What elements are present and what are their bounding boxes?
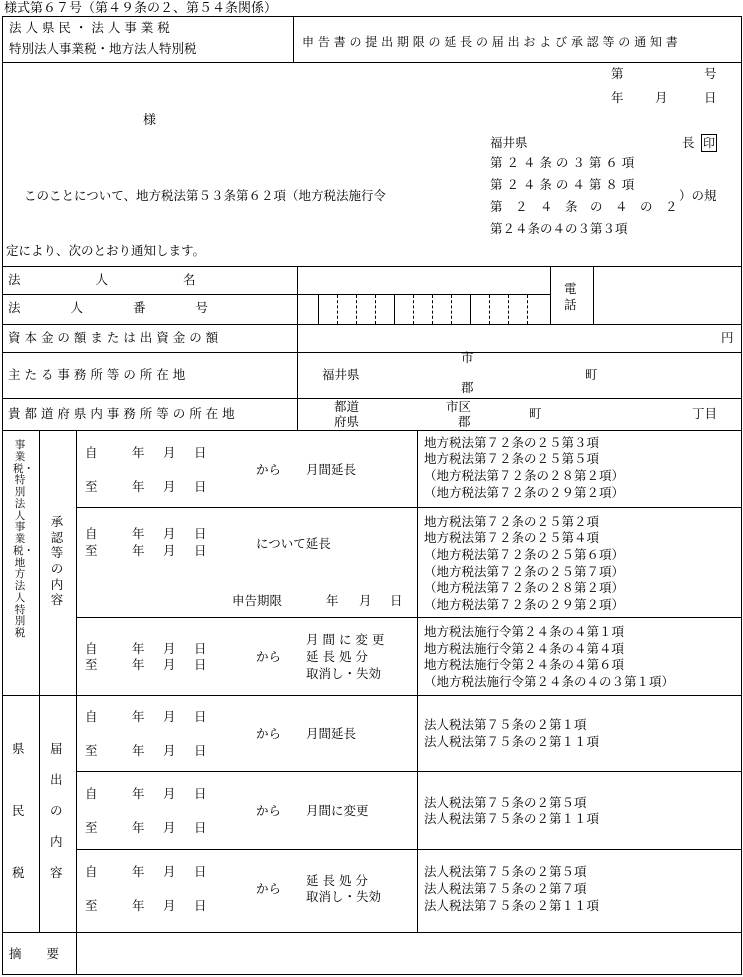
date-year: 年 xyxy=(611,90,624,105)
s2r2-to-day: 日 xyxy=(194,820,207,835)
corp-number-boxes[interactable] xyxy=(298,295,550,324)
s1r2-from: 自 xyxy=(85,526,98,541)
capital-unit: 円 xyxy=(721,330,734,345)
summary-field[interactable] xyxy=(77,933,741,974)
section1-side-label: 事業税・特別法人事業税・地方法人特別税 xyxy=(13,439,34,639)
s1r2-to: 至 xyxy=(85,543,98,558)
s1r1-to-month: 月 xyxy=(163,479,176,494)
s2r1-to: 至 xyxy=(85,743,98,758)
s1r3-action-2: 延 長 処 分 xyxy=(306,649,368,664)
label-phone-1: 電 xyxy=(564,281,577,296)
s1r2-law-4: （地方税法第７２条の２５第７項） xyxy=(424,564,625,579)
s2r2-to-month: 月 xyxy=(163,820,176,835)
tax-type-line2: 特別法人事業税・地方法人特別税 xyxy=(9,41,197,56)
label-main-office: 主 た る 事 務 所 等 の 所 在 地 xyxy=(8,367,186,382)
section2-side-2: 民 xyxy=(12,803,25,818)
main-office-pref: 福井県 xyxy=(322,367,360,382)
s2r2-kara: から xyxy=(256,803,282,818)
s1r2-deadline-month: 月 xyxy=(359,593,372,608)
local-shiku: 市区 xyxy=(446,399,472,414)
s2r2-from-year: 年 xyxy=(132,786,145,801)
s2r2-law-2: 法人税法第７５条の２第１１項 xyxy=(424,811,600,826)
s2r1-kara: から xyxy=(256,726,282,741)
section2-sub-1: 届 xyxy=(50,741,63,756)
s1r2-to-year: 年 xyxy=(132,543,145,558)
s1r2-law-3: （地方税法第７２条の２５第６項） xyxy=(424,547,625,562)
section2-side-3: 税 xyxy=(12,865,25,880)
s1r1-from-month: 月 xyxy=(163,445,176,460)
label-capital: 資 本 金 の 額 ま た は 出 資 金 の 額 xyxy=(8,330,219,345)
number-go: 号 xyxy=(704,66,717,81)
notice-body-end: 定により、次のとおり通知します。 xyxy=(6,243,206,258)
s2r3-law-3: 法人税法第７５条の２第１１項 xyxy=(424,898,600,913)
clause-2: 第 ２ ４ 条 の ４ 第 ８ 項 xyxy=(490,177,635,192)
notice-body-start: このことについて、地方税法第５３条第６２項（地方税法施行令 xyxy=(24,188,387,203)
s1r3-from-month: 月 xyxy=(163,641,176,656)
s2r2-from: 自 xyxy=(85,786,98,801)
s1r3-to-day: 日 xyxy=(194,657,207,672)
section2-sub-3: の xyxy=(50,803,63,818)
s1r2-deadline-label: 申告期限 xyxy=(232,593,283,608)
s1r3-to: 至 xyxy=(85,657,98,672)
clause-4: 第２４条の４の３第３項 xyxy=(490,221,628,236)
s1r2-law-6: （地方税法第７２条の２９第２項） xyxy=(424,597,625,612)
s2r3-from: 自 xyxy=(85,864,98,879)
tax-type-line1: 法 人 県 民 ・ 法 人 事 業 税 xyxy=(9,20,170,35)
s1r2-deadline-day: 日 xyxy=(390,593,403,608)
s2r1-to-day: 日 xyxy=(194,743,207,758)
s1r2-from-day: 日 xyxy=(194,526,207,541)
s2r1-law-2: 法人税法第７５条の２第１１項 xyxy=(424,734,600,749)
s2r1-from-day: 日 xyxy=(194,709,207,724)
s2r3-to-month: 月 xyxy=(163,898,176,913)
s1r1-law-2: 地方税法第７２条の２５第５項 xyxy=(424,451,600,466)
notice-body-suffix: ）の規 xyxy=(679,188,717,203)
s2r1-from-month: 月 xyxy=(163,709,176,724)
s1r3-from: 自 xyxy=(85,641,98,656)
s2r3-kara: から xyxy=(256,881,282,896)
section2-sub-2: 出 xyxy=(50,772,63,787)
date-day: 日 xyxy=(704,90,717,105)
s2r2-to: 至 xyxy=(85,820,98,835)
clause-1: 第 ２ ４ 条 の ３ 第 ６ 項 xyxy=(490,155,635,170)
s1r2-law-2: 地方税法第７２条の２５第４項 xyxy=(424,530,600,545)
s1r3-to-month: 月 xyxy=(163,657,176,672)
section1-sub-label: 承認等の内容 xyxy=(50,514,64,608)
seal-mark: 印 xyxy=(703,136,716,150)
s1r2-deadline-year: 年 xyxy=(326,593,339,608)
section2-sub-5: 容 xyxy=(50,865,63,880)
s1r2-law-5: （地方税法第７２条の２８第２項） xyxy=(424,580,625,595)
local-chome: 丁目 xyxy=(692,406,718,421)
summary-label: 摘 要 xyxy=(9,946,60,961)
s1r1-from-year: 年 xyxy=(132,445,145,460)
s1r2-to-month: 月 xyxy=(163,543,176,558)
main-office-shi: 市 xyxy=(461,350,474,365)
s2r3-to-year: 年 xyxy=(132,898,145,913)
addressee-suffix: 様 xyxy=(143,113,157,128)
form-number: 様式第６７号（第４９条の２、第５４条関係） xyxy=(4,1,278,16)
s1r1-law-3: （地方税法第７２条の２８第２項） xyxy=(424,468,625,483)
s1r1-law-4: （地方税法第７２条の２９第２項） xyxy=(424,485,625,500)
s2r3-to: 至 xyxy=(85,898,98,913)
issuer-chief: 長 xyxy=(682,135,695,150)
s1r3-kara: から xyxy=(256,649,282,664)
s2r2-from-month: 月 xyxy=(163,786,176,801)
s2r2-law-1: 法人税法第７５条の２第５項 xyxy=(424,795,587,810)
s2r2-from-day: 日 xyxy=(194,786,207,801)
s1r2-to-day: 日 xyxy=(194,543,207,558)
s2r1-action: 月間延長 xyxy=(306,726,357,741)
s1r3-law-2: 地方税法施行令第２４条の４第４項 xyxy=(424,641,625,656)
s1r3-to-year: 年 xyxy=(132,657,145,672)
s1r3-action-3: 取消し・失効 xyxy=(306,666,382,681)
main-office-town: 町 xyxy=(585,367,598,382)
local-fuken: 府県 xyxy=(334,414,360,429)
s2r1-to-month: 月 xyxy=(163,743,176,758)
capital-field[interactable] xyxy=(298,325,718,352)
s2r1-law-1: 法人税法第７５条の２第１項 xyxy=(424,717,587,732)
s1r1-to-year: 年 xyxy=(132,479,145,494)
corp-name-field[interactable] xyxy=(298,267,550,294)
phone-field[interactable] xyxy=(594,267,741,324)
s1r2-action: について延長 xyxy=(256,536,331,551)
s1r1-to-day: 日 xyxy=(194,479,207,494)
label-corp-number: 法 人 番 号 xyxy=(8,300,209,315)
s1r3-from-day: 日 xyxy=(194,641,207,656)
section2-side-1: 県 xyxy=(12,741,25,756)
s1r2-from-year: 年 xyxy=(132,526,145,541)
document-title: 申 告 書 の 提 出 期 限 の 延 長 の 届 出 お よ び 承 認 等 の 通 知 書 xyxy=(302,35,678,49)
s2r2-action: 月間に変更 xyxy=(306,803,369,818)
s1r2-from-month: 月 xyxy=(163,526,176,541)
s2r2-to-year: 年 xyxy=(132,820,145,835)
s2r1-from-year: 年 xyxy=(132,709,145,724)
s1r3-from-year: 年 xyxy=(132,641,145,656)
label-corp-name: 法 人 名 xyxy=(8,272,196,287)
local-todo: 都道 xyxy=(334,399,360,414)
s1r1-law-1: 地方税法第７２条の２５第３項 xyxy=(424,435,600,450)
s2r3-from-month: 月 xyxy=(163,864,176,879)
date-month: 月 xyxy=(655,90,668,105)
s1r1-from: 自 xyxy=(85,445,98,460)
s1r1-kara: から xyxy=(256,462,282,477)
s1r3-law-1: 地方税法施行令第２４条の４第１項 xyxy=(424,624,625,639)
s1r1-from-day: 日 xyxy=(194,445,207,460)
local-gun: 郡 xyxy=(458,414,471,429)
s1r2-law-1: 地方税法第７２条の２５第２項 xyxy=(424,514,600,529)
s2r3-law-1: 法人税法第７５条の２第５項 xyxy=(424,864,587,879)
label-local-office: 貴 都 道 府 県 内 事 務 所 等 の 所 在 地 xyxy=(8,406,235,421)
s2r3-action-1: 延 長 処 分 xyxy=(306,873,368,888)
s2r1-from: 自 xyxy=(85,709,98,724)
section2-sub-4: 内 xyxy=(50,834,63,849)
s1r3-law-3: 地方税法施行令第２４条の４第６項 xyxy=(424,657,625,672)
s1r3-action-1: 月 間 に 変 更 xyxy=(306,632,385,647)
s2r3-from-year: 年 xyxy=(132,864,145,879)
s2r3-to-day: 日 xyxy=(194,898,207,913)
label-phone-2: 話 xyxy=(564,297,577,312)
s1r1-to: 至 xyxy=(85,479,98,494)
number-dai: 第 xyxy=(611,66,624,81)
s2r1-to-year: 年 xyxy=(132,743,145,758)
s1r3-law-4: （地方税法施行令第２４条の４の３第１項） xyxy=(424,674,675,689)
issuer-prefecture: 福井県 xyxy=(490,135,528,150)
local-machi: 町 xyxy=(529,406,542,421)
s2r3-law-2: 法人税法第７５条の２第７項 xyxy=(424,881,587,896)
main-office-gun: 郡 xyxy=(461,380,474,395)
s2r3-from-day: 日 xyxy=(194,864,207,879)
s1r1-action: 月間延長 xyxy=(306,462,357,477)
clause-3: 第 ２ ４ 条 の ４ の ２ xyxy=(490,199,678,214)
s2r3-action-2: 取消し・失効 xyxy=(306,889,382,904)
